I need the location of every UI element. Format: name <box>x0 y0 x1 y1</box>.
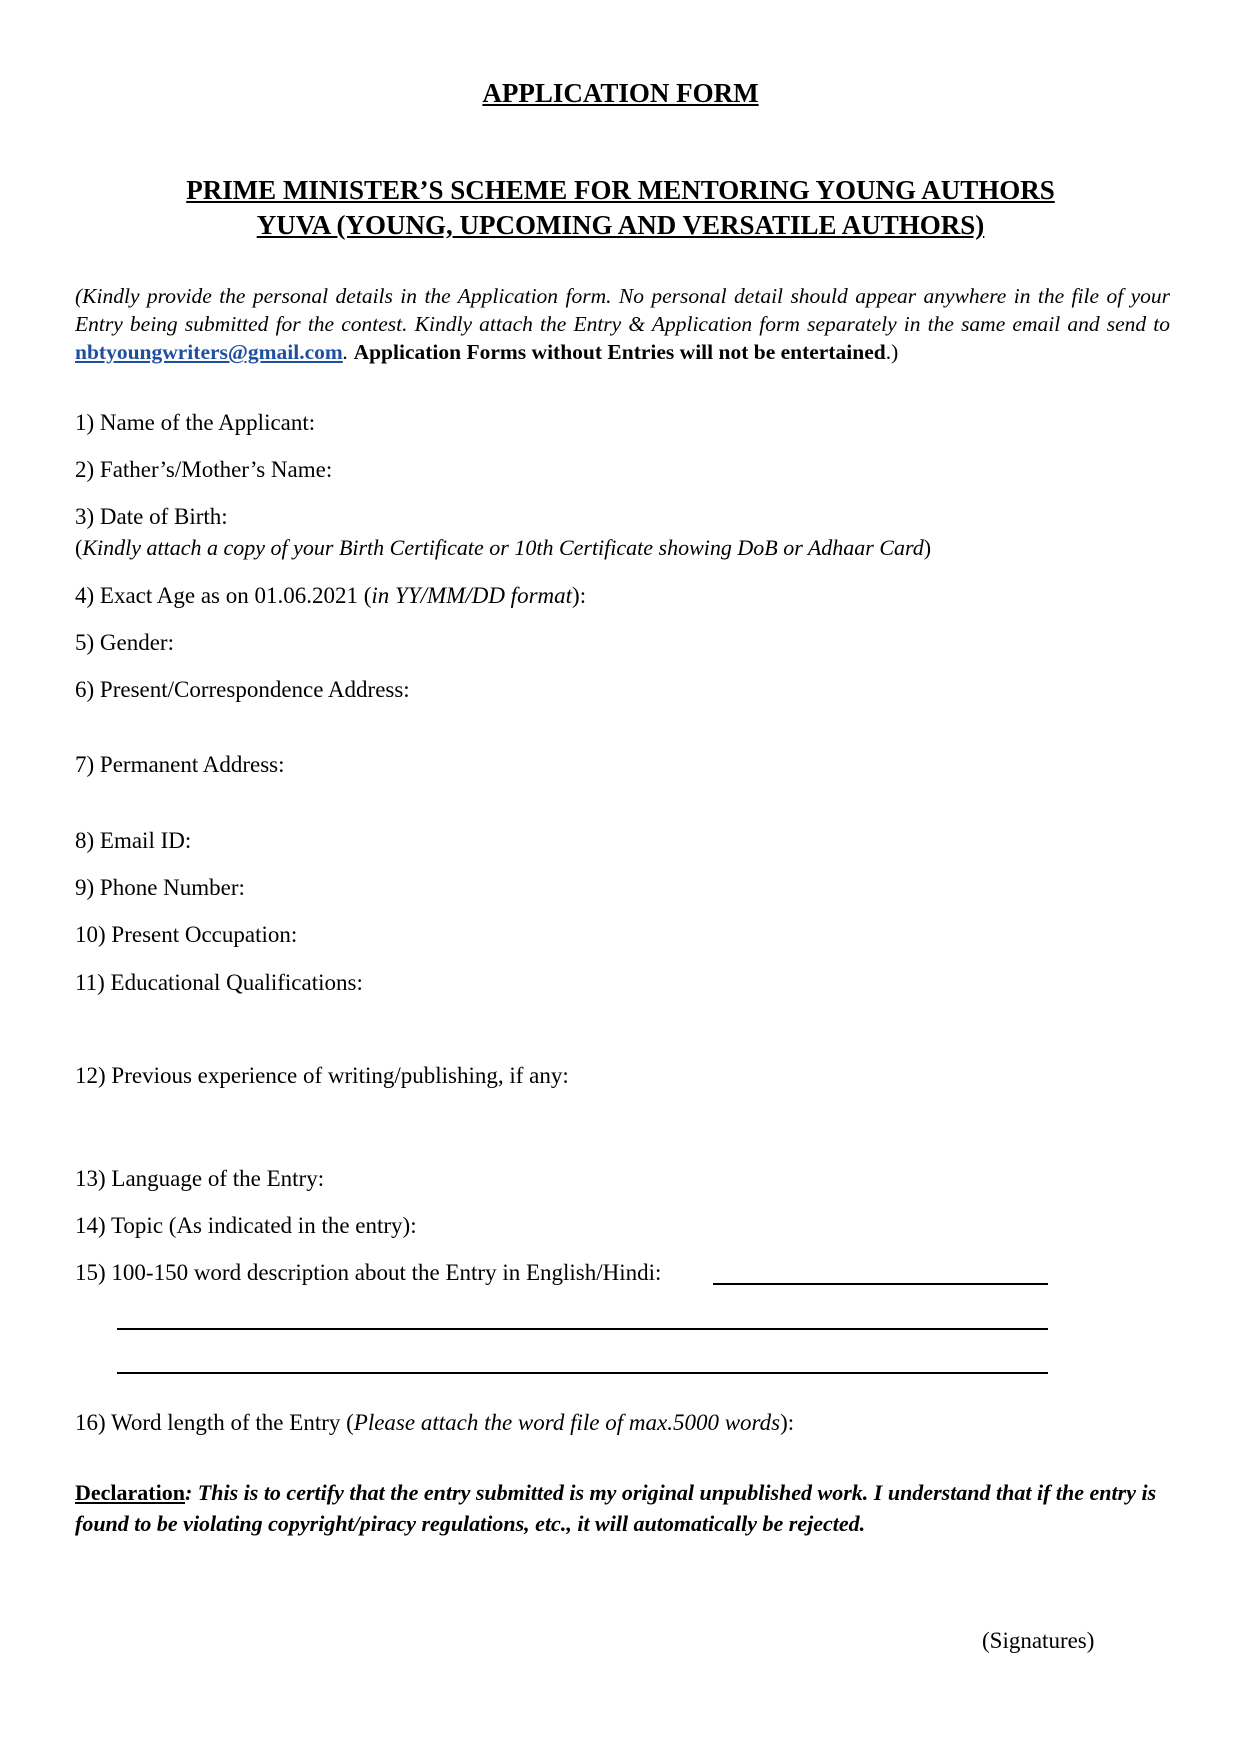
exact-age-format: in YY/MM/DD format <box>371 583 573 608</box>
field-email-id: 8) Email ID: <box>75 828 192 853</box>
description-line-3[interactable] <box>117 1372 1048 1374</box>
field-present-occupation: 10) Present Occupation: <box>75 922 298 947</box>
word-length-suffix: ): <box>780 1410 795 1435</box>
field-word-length <box>75 1410 794 1436</box>
instructions-text-after-link: . <box>342 340 354 364</box>
field-phone-number: 9) Phone Number: <box>75 875 245 900</box>
field-entry-description: 15) 100-150 word description about the Entry in English/Hindi: <box>75 1260 662 1285</box>
dob-note-close: ) <box>923 535 932 560</box>
field-previous-experience: 12) Previous experience of writing/publishing, if any: <box>75 1063 569 1088</box>
declaration-text: : This is to certify that the entry submitted is my original unpublished work. I understand that if the entry is found to be violating copyright/piracy regulations, etc., it will automatically be rejected. <box>75 1480 1157 1536</box>
instructions-bold-note: Application Forms without Entries will not be entertained <box>353 340 886 364</box>
dob-note <box>75 535 931 561</box>
field-date-of-birth: 3) Date of Birth: <box>75 504 228 529</box>
field-language-of-entry: 13) Language of the Entry: <box>75 1166 325 1191</box>
form-title: APPLICATION FORM <box>482 78 759 108</box>
exact-age-suffix: ): <box>572 583 587 608</box>
dob-note-text: Kindly attach a copy of your Birth Certificate or 10th Certificate showing DoB or Adhaar Card <box>82 535 924 560</box>
email-link[interactable]: nbtyoungwriters@gmail.com <box>75 340 343 364</box>
word-length-note: Please attach the word file of max.5000 words <box>353 1410 781 1435</box>
scheme-title-line2: YUVA (YOUNG, UPCOMING AND VERSATILE AUTHORS) <box>256 210 985 240</box>
declaration-label: Declaration <box>75 1480 185 1505</box>
field-topic: 14) Topic (As indicated in the entry): <box>75 1213 417 1238</box>
field-present-address: 6) Present/Correspondence Address: <box>75 677 410 702</box>
signature-label: (Signatures) <box>982 1628 1095 1653</box>
declaration <box>75 1477 1175 1539</box>
description-line-1[interactable] <box>713 1283 1048 1285</box>
field-permanent-address: 7) Permanent Address: <box>75 752 285 777</box>
instructions-closing: .) <box>885 340 899 364</box>
field-name-of-applicant: 1) Name of the Applicant: <box>75 410 316 435</box>
exact-age-prefix: 4) Exact Age as on 01.06.2021 ( <box>75 583 372 608</box>
field-exact-age <box>75 583 586 609</box>
dob-note-open: ( <box>75 535 83 560</box>
field-gender: 5) Gender: <box>75 630 174 655</box>
instructions-paragraph <box>75 282 1170 366</box>
word-length-prefix: 16) Word length of the Entry ( <box>75 1410 354 1435</box>
instructions-text: (Kindly provide the personal details in the Application form. No personal detail should appear anywhere in the file of your Entry being submitted for the contest. Kindly attach the Entry & Application form separately in the same email and send to <box>75 284 1170 336</box>
scheme-title-line1: PRIME MINISTER’S SCHEME FOR MENTORING YOUNG AUTHORS <box>186 175 1055 205</box>
description-line-2[interactable] <box>117 1328 1048 1330</box>
field-educational-qualifications: 11) Educational Qualifications: <box>75 970 363 995</box>
field-parent-name: 2) Father’s/Mother’s Name: <box>75 457 333 482</box>
